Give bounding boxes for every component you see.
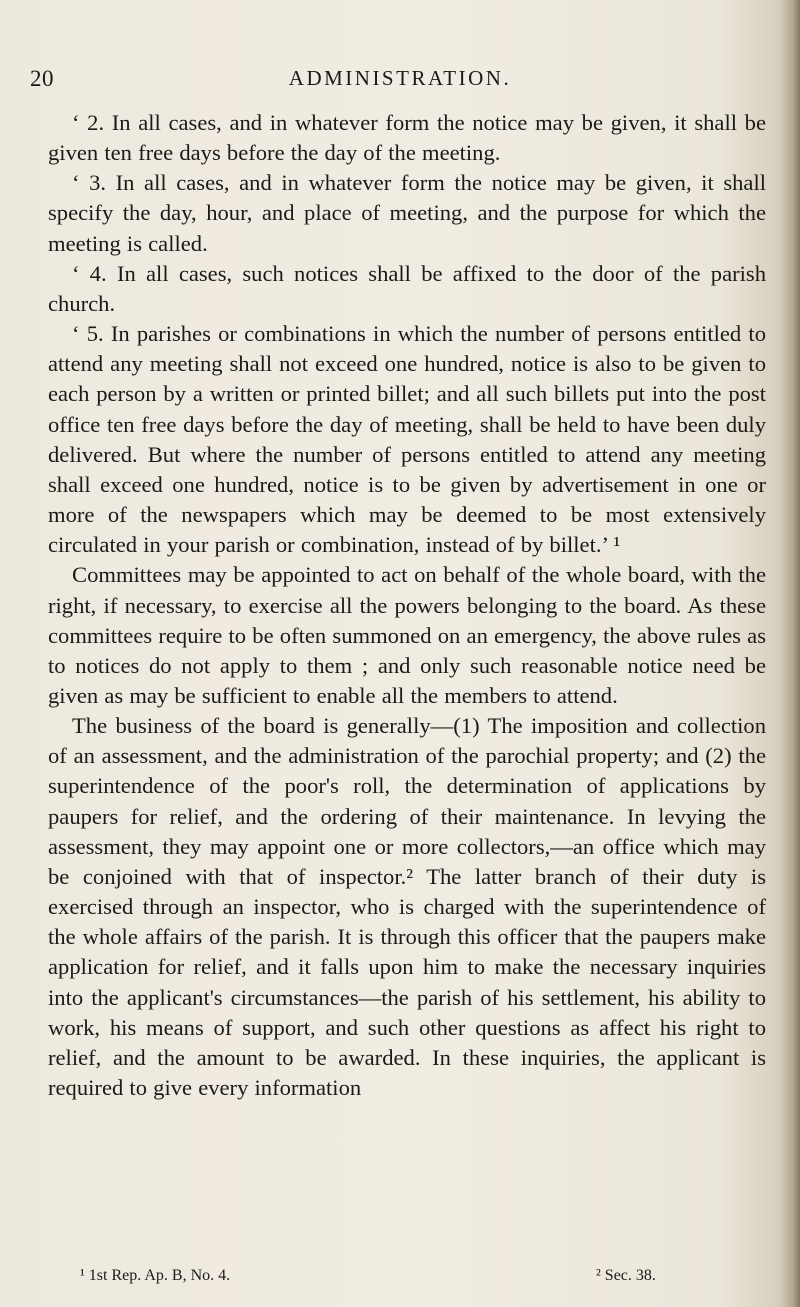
running-head (30, 66, 770, 96)
paragraph-rule-3: ‘ 3. In all cases, and in whatever form the notice may be given, it shall specify the day, hour, and place of meeting, and the purpose for which the meeting is called. (48, 170, 766, 256)
running-title: ADMINISTRATION. (288, 66, 512, 90)
paragraph-board-business: The business of the board is generally—(1) The imposition and collection of an assessment, and the administration of the parochial property; and (2) the superintendence of the poor's roll, the determination of applications by paupers for relief, and the ordering of their maintenance. In levying the assessment, they may appoint one or more collectors,—an office which may be conjoined with that of inspector.² The latter branch of their duty is exercised through an inspector, who is charged with the superintendence of the whole affairs of the parish. It is through this officer that the paupers make application for relief, and it falls upon him to make the necessary inquiries into the applicant's circumstances—the parish of his settlement, his ability to work, his means of support, and such other questions as affect his right to relief, and the amount to be awarded. In these inquiries, the applicant is required to give every information (48, 713, 766, 1100)
paragraph-committees: Committees may be appointed to act on behalf of the whole board, with the right, if necessary, to exercise all the powers belonging to the board. As these committees require to be often summoned on an emergency, the above rules as to notices do not apply to them ; and only such reasonable notice need be given as may be sufficient to enable all the members to attend. (48, 562, 766, 708)
page-number: 20 (30, 66, 54, 91)
footnote-2: ² Sec. 38. (596, 1267, 656, 1284)
body-text (48, 108, 766, 1103)
footnote-1: ¹ 1st Rep. Ap. B, No. 4. (80, 1267, 231, 1284)
paragraph-rule-5: ‘ 5. In parishes or combinations in which the number of persons entitled to attend any meeting shall not exceed one hundred, notice is also to be given to each person by a written or printed billet; and all such billets put into the post office ten free days before the day of meeting, shall be held to have been duly delivered. But where the number of persons entitled to attend any meeting shall exceed one hundred, notice is to be given by advertisement in one or more of the newspapers which may be deemed to be most extensively circulated in your parish or combination, instead of by billet.’ ¹ (48, 321, 766, 558)
footnotes (80, 1267, 680, 1291)
paragraph-rule-4: ‘ 4. In all cases, such notices shall be affixed to the door of the parish church. (48, 260, 766, 316)
paragraph-rule-2: ‘ 2. In all cases, and in whatever form the notice may be given, it shall be given ten free days before the day of the meeting. (48, 110, 766, 166)
page-edge-shadow (782, 0, 800, 1307)
